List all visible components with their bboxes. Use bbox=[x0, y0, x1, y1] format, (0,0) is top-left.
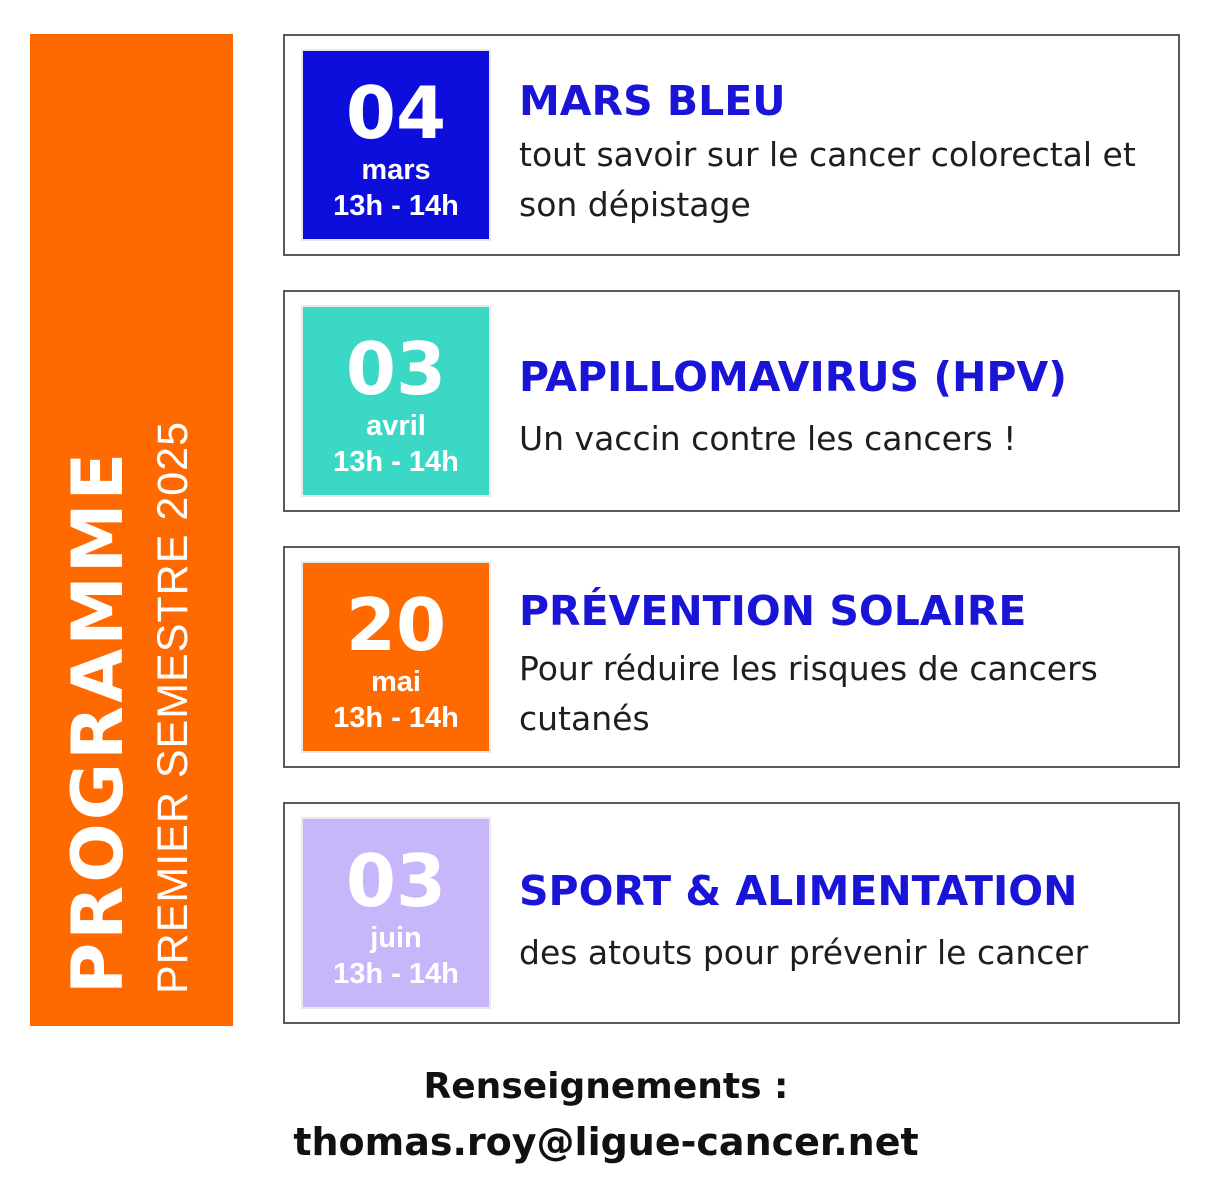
event-description: Un vaccin contre les cancers ! bbox=[519, 419, 1017, 458]
event-card-mars-bleu bbox=[283, 34, 1180, 256]
event-time: 13h - 14h bbox=[333, 958, 459, 990]
event-month: mai bbox=[371, 666, 421, 698]
event-time: 13h - 14h bbox=[333, 190, 459, 222]
sidebar-rotated-text bbox=[30, 34, 233, 1026]
event-time: 13h - 14h bbox=[333, 446, 459, 478]
event-title: SPORT & ALIMENTATION bbox=[519, 867, 1078, 915]
event-day: 03 bbox=[345, 327, 447, 411]
event-month: juin bbox=[370, 922, 422, 954]
event-month: avril bbox=[366, 410, 426, 442]
program-title: PROGRAMME bbox=[57, 449, 139, 994]
event-date-box bbox=[301, 561, 491, 753]
program-sidebar bbox=[30, 34, 233, 1026]
event-date-box bbox=[301, 305, 491, 497]
event-title: PRÉVENTION SOLAIRE bbox=[519, 587, 1027, 635]
event-description: tout savoir sur le cancer colorectal et son dépistage bbox=[519, 135, 1136, 224]
event-day: 03 bbox=[345, 839, 447, 923]
footer-email[interactable]: thomas.roy@ligue-cancer.net bbox=[293, 1120, 919, 1164]
event-description: des atouts pour prévenir le cancer bbox=[519, 933, 1089, 972]
event-time: 13h - 14h bbox=[333, 702, 459, 734]
event-title: PAPILLOMAVIRUS (HPV) bbox=[519, 353, 1067, 401]
event-day: 04 bbox=[345, 71, 447, 155]
event-date-box bbox=[301, 817, 491, 1009]
event-month: mars bbox=[361, 154, 431, 186]
event-description: Pour réduire les risques de cancers cutanés bbox=[519, 649, 1098, 738]
event-title: MARS BLEU bbox=[519, 77, 786, 125]
event-card-hpv bbox=[283, 290, 1180, 512]
program-subtitle: PREMIER SEMESTRE 2025 bbox=[149, 420, 197, 994]
footer-label: Renseignements : bbox=[423, 1066, 789, 1107]
event-card-sport-alimentation bbox=[283, 802, 1180, 1024]
event-card-prevention-solaire bbox=[283, 546, 1180, 768]
event-day: 20 bbox=[345, 583, 447, 667]
event-date-box bbox=[301, 49, 491, 241]
